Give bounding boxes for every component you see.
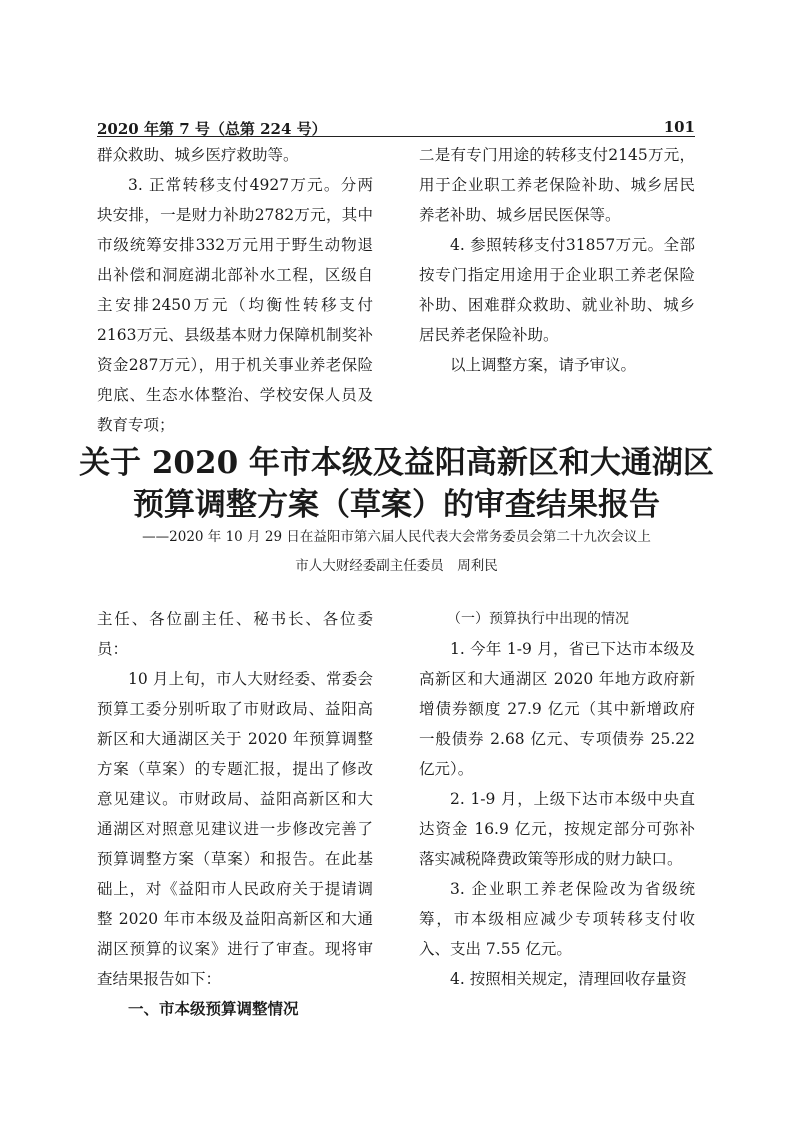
header-rule — [97, 136, 695, 137]
paragraph: 4. 参照转移支付31857万元。全部按专门指定用途用于企业职工养老保险补助、困难群众救助、就业补助、城乡居民养老保险补助。 — [419, 236, 695, 344]
paragraph: 3. 企业职工养老保险改为省级统筹，市本级相应减少专项转移支付收入、支出 7.55 亿元。 — [419, 880, 695, 958]
report-title-line-1: 关于 2020 年市本级及益阳高新区和大通湖区 — [79, 445, 714, 481]
paragraph: 二是有专门用途的转移支付2145万元，用于企业职工养老保险补助、城乡居民养老补助、城乡居民医保等。 — [419, 146, 695, 224]
bottom-left-column — [97, 604, 373, 1024]
issue-label: 2020 年第 7 号（总第 224 号） — [97, 120, 327, 138]
salutation: 主任、各位副主任、秘书长、各位委员： — [97, 610, 373, 658]
paragraph: 以上调整方案，请予审议。 — [450, 356, 637, 374]
top-left-column — [97, 140, 373, 440]
top-right-column — [419, 140, 695, 380]
subsection-heading: （一）预算执行中出现的情况 — [447, 611, 629, 627]
section-heading: 一、市本级预算调整情况 — [128, 999, 299, 1018]
paragraph: 10 月上旬，市人大财经委、常委会预算工委分别听取了市财政局、益阳高新区和大通湖区关于 2020 年预算调整方案（草案）的专题汇报，提出了修改意见建议。市财政局、益阳高新区和大通湖区对照意见建议进一步修改完善了预算调整方案（草案）和报告。在此基础上，对《益阳市人民政府关于提请调整 2020 年市本级及益阳高新区和大通湖区预算的议案》进行了审查。现将审查结果报告如下： — [97, 670, 373, 988]
report-title-line-2: 预算调整方案（草案）的审查结果报告 — [133, 487, 660, 523]
report-author: 市人大财经委副主任委员 周利民 — [295, 558, 498, 574]
bottom-right-column — [419, 604, 695, 994]
paragraph: 1. 今年 1-9 月，省已下达市本级及高新区和大通湖区 2020 年地方政府新增债券额度 27.9 亿元（其中新增政府一般债券 2.68 亿元、专项债券 25.22 亿元）。 — [419, 640, 695, 778]
report-subtitle-occasion: ——2020 年 10 月 29 日在益阳市第六届人民代表大会常务委员会第二十九次会议上 — [142, 529, 651, 545]
paragraph: 4. 按照相关规定，清理回收存量资 — [450, 970, 687, 988]
page-number: 101 — [663, 118, 695, 136]
running-header — [97, 116, 695, 138]
paragraph: 3. 正常转移支付4927万元。分两块安排，一是财力补助2782万元，其中市级统筹安排332万元用于野生动物退出补偿和洞庭湖北部补水工程，区级自主安排2450万元（均衡性转移支付2163万元、县级基本财力保障机制奖补资金287万元），用于机关事业养老保险兜底、生态水体整治、学校安保人员及教育专项； — [97, 176, 373, 434]
paragraph: 2. 1-9 月，上级下达市本级中央直达资金 16.9 亿元，按规定部分可弥补落实减税降费政策等形成的财力缺口。 — [419, 790, 695, 868]
paragraph: 群众救助、城乡医疗救助等。 — [97, 146, 299, 164]
